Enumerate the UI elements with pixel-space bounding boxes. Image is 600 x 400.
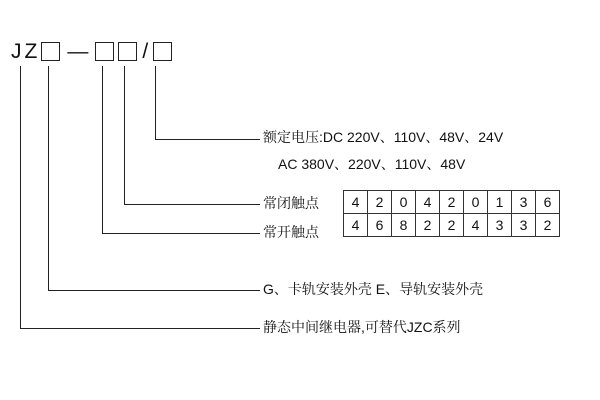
- leader-hline-nc: [124, 204, 260, 205]
- nc-cell-3: 4: [416, 191, 440, 214]
- no-cell-7: 3: [512, 214, 536, 237]
- leader-hline-voltage: [155, 139, 260, 140]
- label-rated-voltage-line2: AC 380V、220V、110V、48V: [278, 156, 466, 172]
- code-slash: /: [142, 39, 149, 63]
- model-code: [10, 36, 174, 66]
- code-letter-z: Z: [24, 39, 39, 63]
- label-no-contacts: 常开触点: [263, 224, 319, 240]
- nc-cell-2: 0: [392, 191, 416, 214]
- label-nc-contacts: 常闭触点: [263, 195, 319, 211]
- label-rated-voltage-line1: 额定电压:DC 220V、110V、48V、24V: [263, 129, 504, 145]
- leader-vline-voltage: [155, 66, 156, 140]
- code-dash: —: [67, 39, 89, 63]
- code-box-voltage: [153, 42, 172, 61]
- nc-cell-6: 1: [488, 191, 512, 214]
- leader-hline-no: [102, 233, 260, 234]
- leader-hline-enclosure: [48, 290, 260, 291]
- leader-vline-nc: [124, 66, 125, 205]
- no-cell-5: 4: [464, 214, 488, 237]
- leader-vline-description: [20, 66, 21, 329]
- nc-cell-7: 3: [512, 191, 536, 214]
- no-cell-2: 8: [392, 214, 416, 237]
- contacts-table: [343, 190, 560, 237]
- no-cell-6: 3: [488, 214, 512, 237]
- code-box-no-contacts: [95, 42, 114, 61]
- code-box-series: [41, 42, 60, 61]
- leader-vline-enclosure: [48, 66, 49, 291]
- label-description: 静态中间继电器,可替代JZC系列: [263, 319, 461, 335]
- table-row: [344, 214, 560, 237]
- no-cell-8: 2: [536, 214, 560, 237]
- code-box-nc-contacts: [118, 42, 137, 61]
- nc-cell-8: 6: [536, 191, 560, 214]
- code-letter-j: J: [11, 39, 23, 63]
- no-cell-4: 2: [440, 214, 464, 237]
- leader-hline-description: [20, 328, 260, 329]
- table-row: [344, 191, 560, 214]
- nc-cell-5: 0: [464, 191, 488, 214]
- nc-cell-0: 4: [344, 191, 368, 214]
- no-cell-3: 2: [416, 214, 440, 237]
- leader-vline-no: [102, 66, 103, 234]
- label-enclosure: G、卡轨安装外壳 E、导轨安装外壳: [263, 281, 484, 297]
- no-cell-0: 4: [344, 214, 368, 237]
- nc-cell-4: 2: [440, 191, 464, 214]
- nc-cell-1: 2: [368, 191, 392, 214]
- no-cell-1: 6: [368, 214, 392, 237]
